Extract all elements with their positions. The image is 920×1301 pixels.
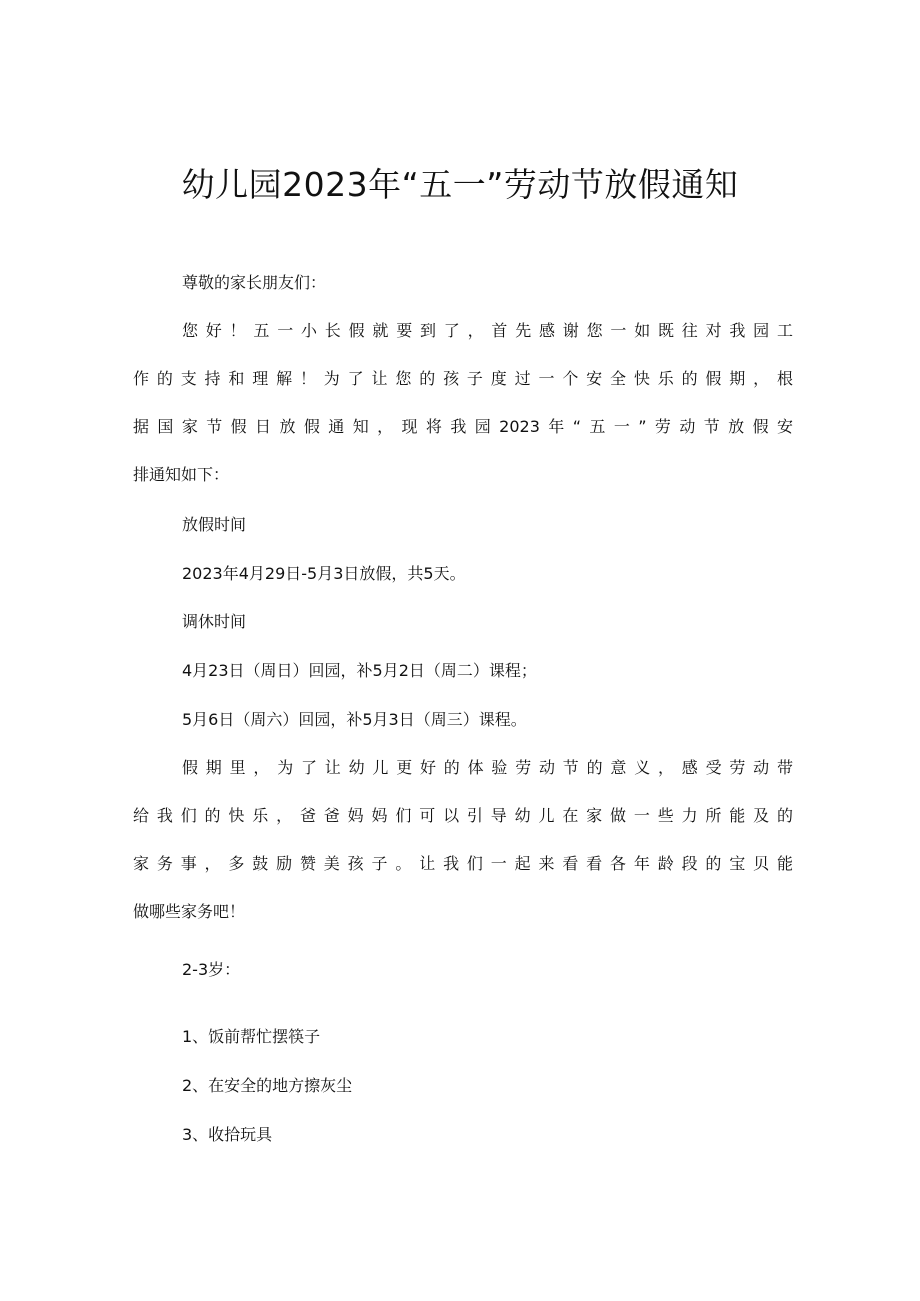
makeup-line-2: 5月6日（周六）回园，补5月3日（周三）课程。 [182,710,527,729]
intro-line-2: 作的支持和理解！为了让您的孩子度过一个安全快乐的假期，根 [133,369,793,388]
makeup-line-1: 4月23日（周日）回园，补5月2日（周二）课程； [182,661,537,680]
salutation: 尊敬的家长朋友们： [182,273,327,292]
holiday-detail: 2023年4月29日-5月3日放假，共5天。 [182,564,466,583]
intro-line-3: 据国家节假日放假通知，现将我园2023年“五一”劳动节放假安 [133,417,793,436]
chore-item-3: 3、收拾玩具 [182,1125,273,1144]
activity-line-2: 给我们的快乐，爸爸妈妈们可以引导幼儿在家做一些力所能及的 [133,806,793,825]
intro-line-4: 排通知如下： [133,465,230,484]
document-title: 幼儿园2023年“五一”劳动节放假通知 [181,165,739,204]
age-group-label: 2-3岁： [182,960,241,979]
makeup-heading: 调休时间 [182,612,247,631]
activity-line-1: 假期里，为了让幼儿更好的体验劳动节的意义，感受劳动带 [182,758,793,777]
chore-item-1: 1、饭前帮忙摆筷子 [182,1027,321,1046]
holiday-heading: 放假时间 [182,515,247,534]
chore-item-2: 2、在安全的地方擦灰尘 [182,1076,353,1095]
intro-line-1: 您好！五一小长假就要到了，首先感谢您一如既往对我园工 [182,321,793,340]
activity-line-3: 家务事，多鼓励赞美孩子。让我们一起来看看各年龄段的宝贝能 [133,854,793,873]
activity-line-4: 做哪些家务吧！ [133,902,246,921]
